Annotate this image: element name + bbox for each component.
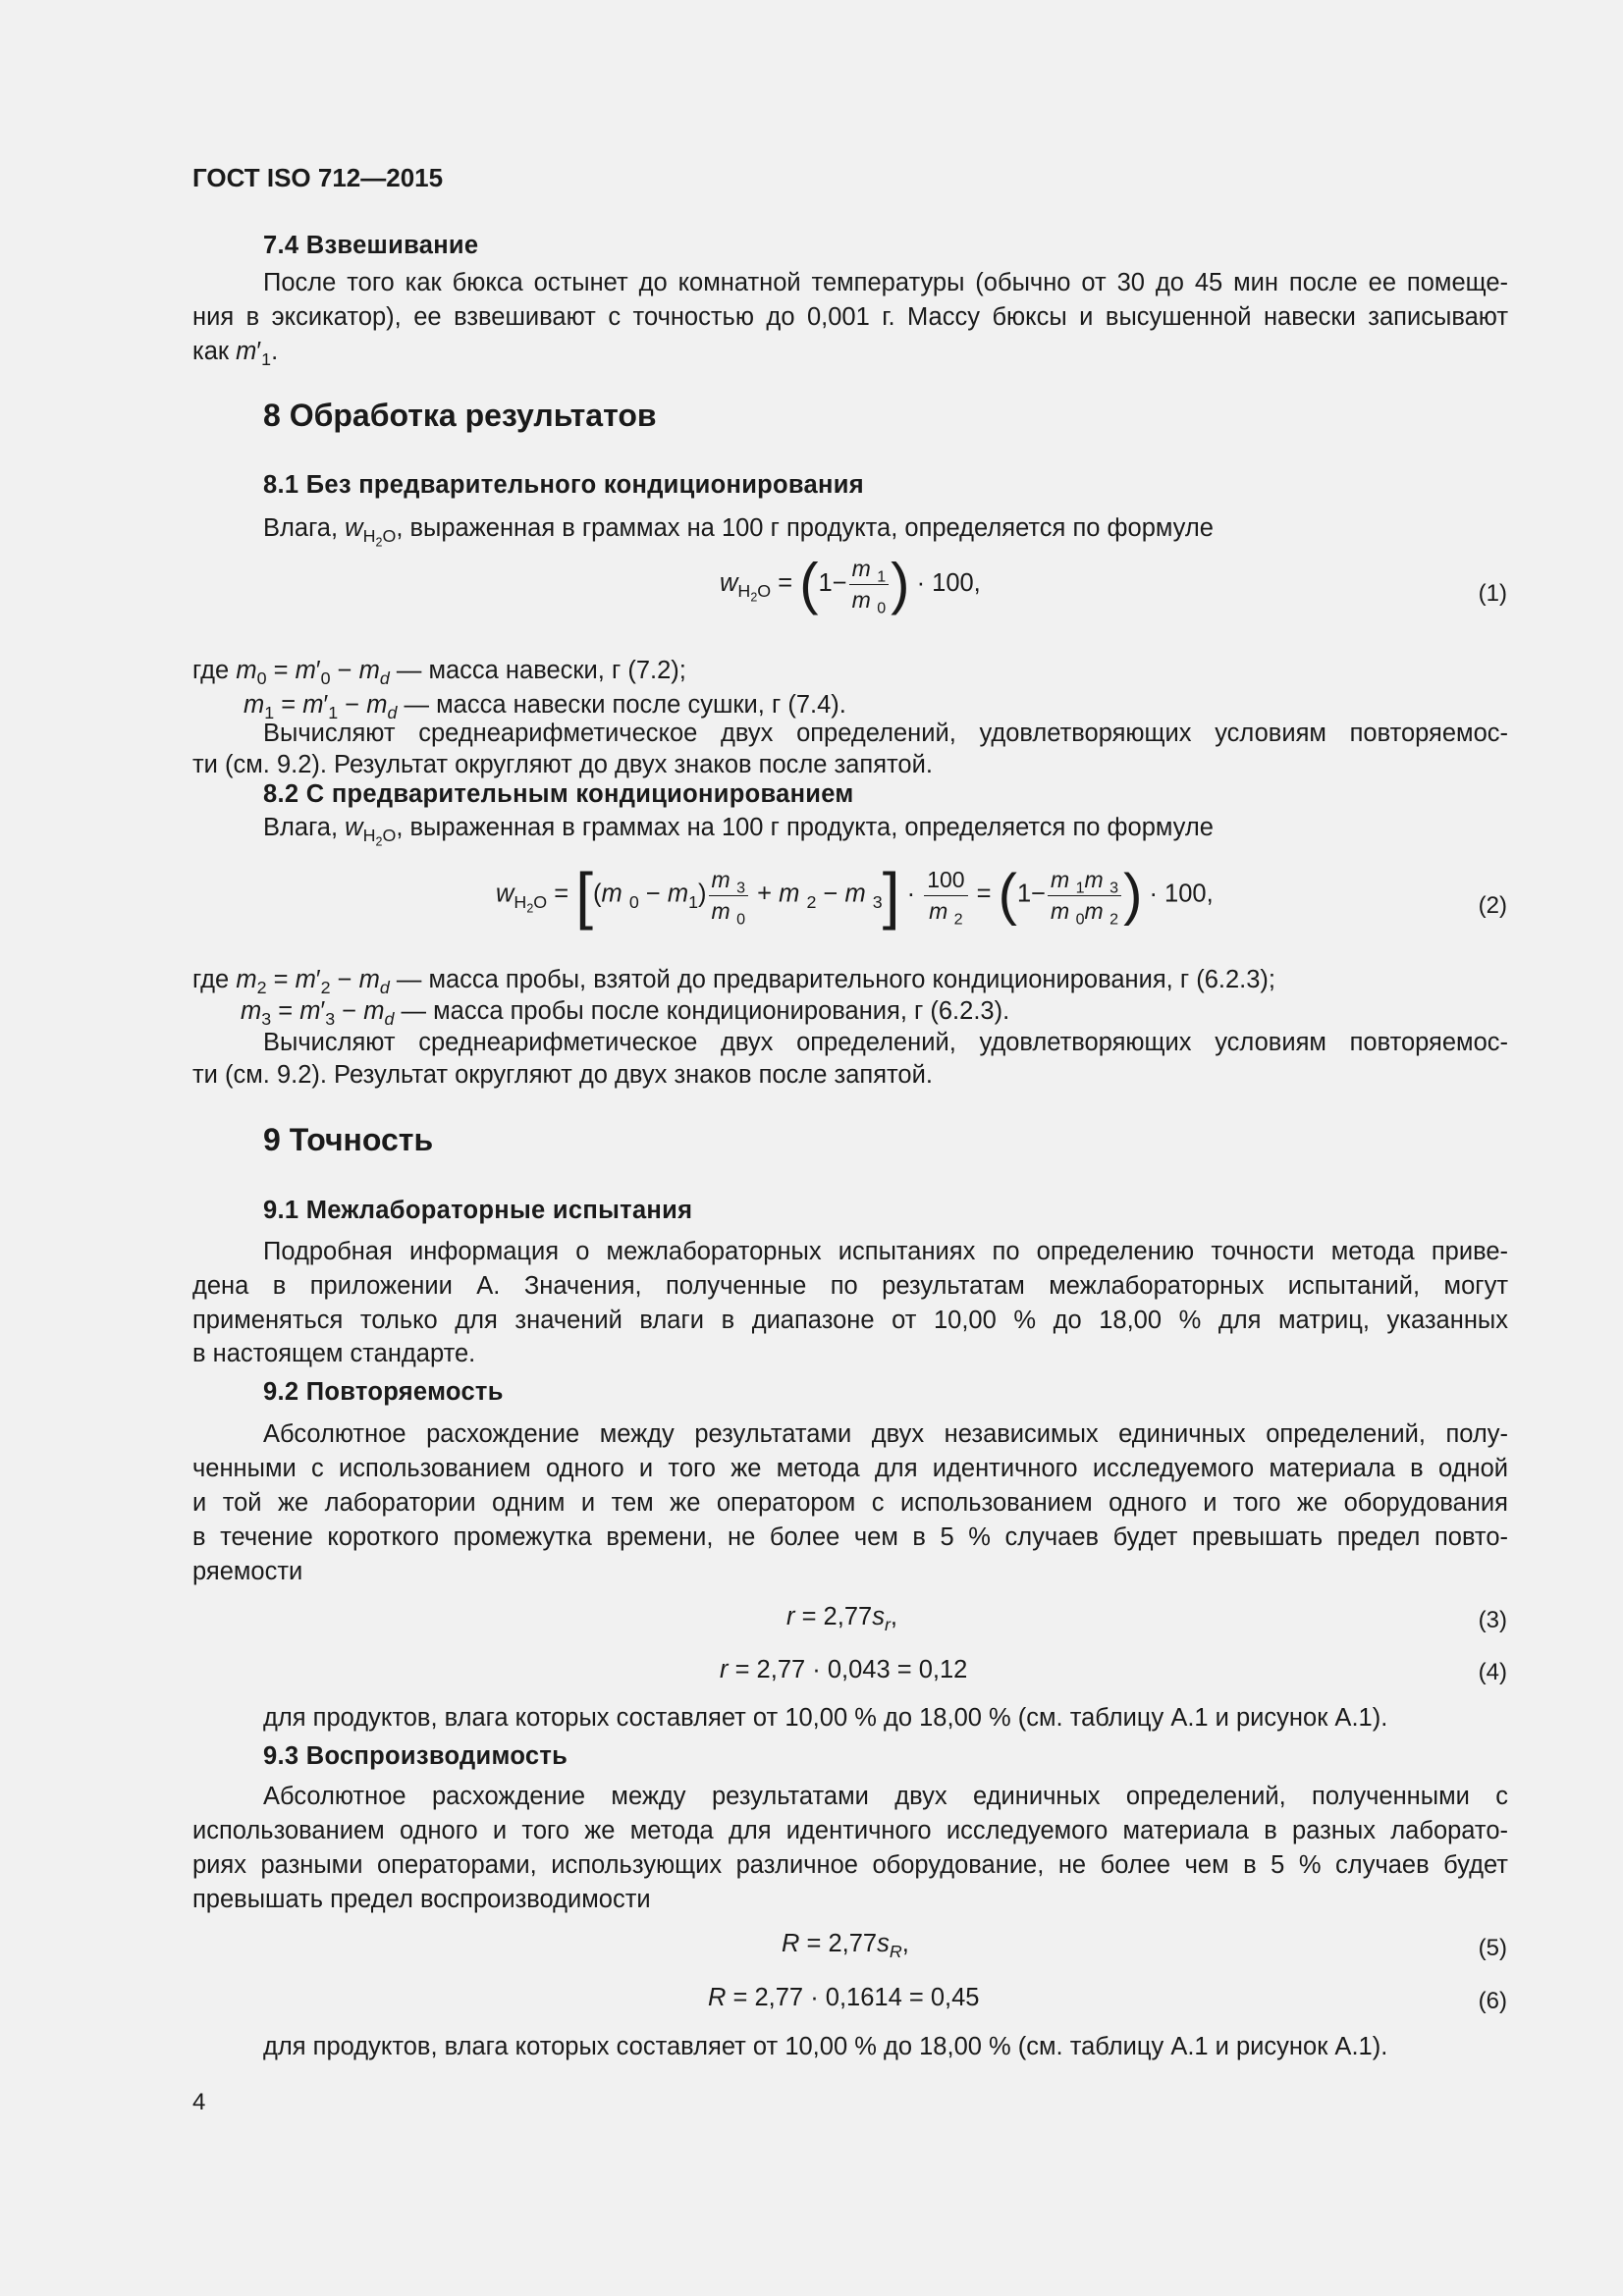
s8-2-para-b: ти (см. 9.2). Результат округляют до двух знаков после запятой. [192, 1061, 933, 1089]
equation-2: $w_{H_2O} = [(m$ $_0 - m_1$) $\frac{m _3}{m _0}$ + m $_2$ − m $_3$] · $\frac{100}{m _2}$ = (1− $\frac{m _1m _3}{m _0m _2}$ ) · 100, [496, 860, 1214, 931]
equation-6-number: (6) [1478, 1988, 1507, 2014]
section-9-1-title: 9.1 Межлабораторные испытания [263, 1197, 693, 1224]
s8-2-where-1: где $m_2 = m'_2 - m_d$ — масса пробы, взятой до предварительного кондиционирования, г (6.2.3); [192, 966, 1276, 998]
s7-4-line-1: После того как бюкса остынет до комнатной температуры (обычно от 30 до 45 мин после ее помеще- [263, 269, 1508, 296]
s9-1-line-1: Подробная информация о межлабораторных испытаниях по определению точности метода приве- [263, 1238, 1508, 1265]
s8-1-where-1: где $m_0 = m'_0 - m_d$ — масса навески, г (7.2); [192, 657, 686, 689]
document-id: ГОСТ ISO 712—2015 [192, 163, 444, 192]
s9-2-line-3: и той же лаборатории одним и тем же оператором с использованием одного и того же оборудования [192, 1489, 1508, 1517]
s9-2-line-2: ченными с использованием одного и того же метода для идентичного исследуемого материала в одной [192, 1455, 1508, 1482]
section-9-2-title: 9.2 Повторяемость [263, 1378, 504, 1406]
s8-2-where-2: $m_3 = m'_3 - m_d$ — масса пробы после кондиционирования, г (6.2.3). [241, 997, 1010, 1030]
equation-1: $w_{H_2O} = (1-$ $\frac{m _1}{m _0}$ ) · 100, [720, 552, 981, 617]
s8-2-intro: Влага, $w_{H_2O}$, выраженная в граммах на 100 г продукта, определяется по формуле [263, 814, 1214, 849]
s9-3-line-2: использованием одного и того же метода для идентичного исследуемого материала в разных лаборато- [192, 1817, 1508, 1844]
section-8-title: 8 Обработка результатов [263, 398, 657, 433]
section-9-title: 9 Точность [263, 1122, 434, 1157]
s8-2-para-a: Вычисляют среднеарифметическое двух определений, удовлетворяющих условиям повторяемос- [263, 1029, 1508, 1056]
s9-1-line-4: в настоящем стандарте. [192, 1340, 476, 1367]
equation-4: r = 2,77 · 0,043 = 0,12 [720, 1656, 968, 1683]
equation-3: $r = 2,77s_r$, [786, 1603, 897, 1635]
s7-4-line-2: ния в эксикатор), ее взвешивают с точностью до 0,001 г. Массу бюксы и высушенной навески записывают [192, 303, 1508, 331]
s8-1-intro: Влага, $w_{H_2O}$, выраженная в граммах на 100 г продукта, определяется по формуле [263, 514, 1214, 550]
s9-2-line-5: ряемости [192, 1558, 303, 1585]
s8-1-para-a: Вычисляют среднеарифметическое двух определений, удовлетворяющих условиям повторяемос- [263, 720, 1508, 747]
equation-4-number: (4) [1478, 1659, 1507, 1685]
equation-3-number: (3) [1478, 1607, 1507, 1633]
section-9-3-title: 9.3 Воспроизводимость [263, 1742, 568, 1770]
section-8-2-title: 8.2 С предварительным кондиционированием [263, 780, 854, 808]
s9-2-line-4: в течение короткого промежутка времени, не более чем в 5 % случаев будет превышать предел повто- [192, 1523, 1508, 1551]
equation-2-number: (2) [1478, 892, 1507, 919]
s9-1-line-2: дена в приложении А. Значения, полученные по результатам межлабораторных испытаний, могут [192, 1272, 1508, 1300]
section-7-4-title: 7.4 Взвешивание [263, 232, 479, 259]
section-8-1-title: 8.1 Без предварительного кондиционирования [263, 471, 864, 499]
equation-5: $R = 2,77s_R$, [782, 1930, 909, 1962]
s8-1-para-b: ти (см. 9.2). Результат округляют до двух знаков после запятой. [192, 751, 933, 778]
s9-2-line-1: Абсолютное расхождение между результатами двух независимых единичных определений, полу- [263, 1420, 1508, 1448]
s9-3-after: для продуктов, влага которых составляет от 10,00 % до 18,00 % (см. таблицу А.1 и рисунок А.1). [263, 2033, 1388, 2060]
equation-1-number: (1) [1478, 580, 1507, 607]
s9-3-line-1: Абсолютное расхождение между результатами двух единичных определений, полученными с [263, 1783, 1508, 1810]
s9-3-line-4: превышать предел воспроизводимости [192, 1886, 651, 1913]
equation-5-number: (5) [1478, 1935, 1507, 1961]
s9-2-after: для продуктов, влага которых составляет от 10,00 % до 18,00 % (см. таблицу А.1 и рисунок А.1). [263, 1704, 1388, 1732]
s8-1-where-2: $m_1 = m'_1 - m_d$ — масса навески после сушки, г (7.4). [243, 691, 846, 723]
page-number: 4 [192, 2089, 206, 2115]
s7-4-line-3: как $m'_1$. [192, 338, 279, 370]
s9-1-line-3: применяться только для значений влаги в диапазоне от 10,00 % до 18,00 % для матриц, указанных [192, 1307, 1508, 1334]
s9-3-line-3: риях разными операторами, использующих различное оборудование, не более чем в 5 % случаев будет [192, 1851, 1508, 1879]
equation-6: R = 2,77 · 0,1614 = 0,45 [708, 1984, 980, 2011]
